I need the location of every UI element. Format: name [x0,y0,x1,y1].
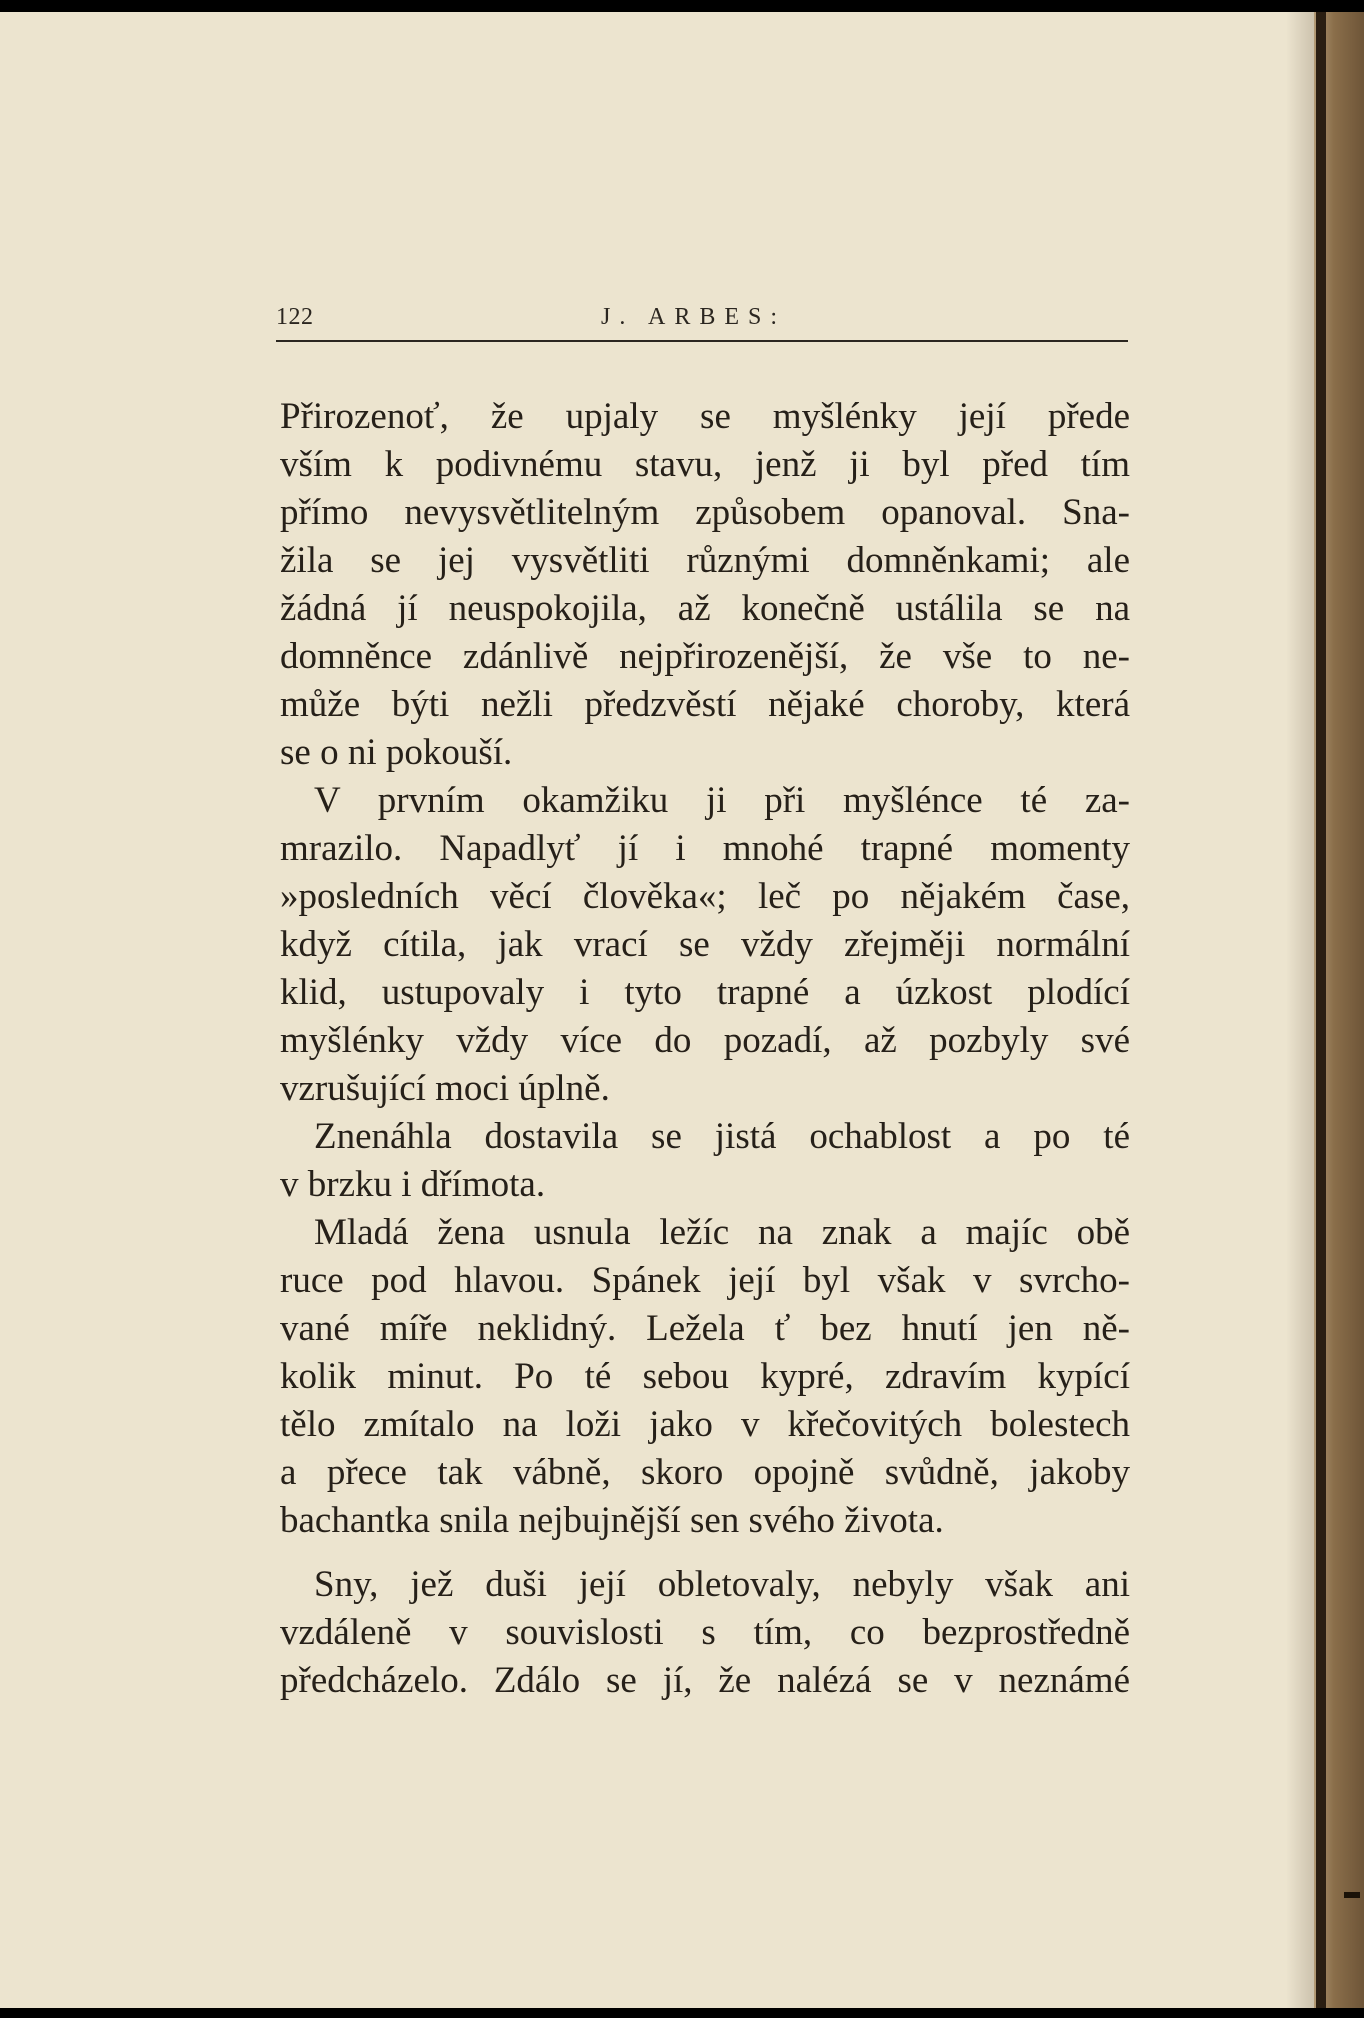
text-line: vané míře neklidný. Ležela ť bez hnutí jen ně- [280,1308,1130,1349]
text-line: v brzku i dřímota. [280,1164,546,1205]
page-edge-shadow [1316,12,1326,2008]
text-line: když cítila, jak vrací se vždy zřejměji normální [280,924,1130,965]
text-line: Přirozenoť, že upjaly se myšlénky její přede [280,396,1130,437]
text-line: předcházelo. Zdálo se jí, že nalézá se v neznámé [280,1660,1130,1701]
running-head [276,300,1128,342]
text-line: myšlénky vždy více do pozadí, až pozbyly své [280,1020,1130,1061]
text-line: Mladá žena usnula ležíc na znak a majíc obě [314,1212,1130,1253]
text-line: tělo zmítalo na loži jako v křečovitých bolestech [280,1404,1130,1445]
paragraph-3 [280,1113,1130,1209]
text-line: V prvním okamžiku ji při myšlénce té za- [314,780,1130,821]
paragraph-5 [280,1561,1130,1705]
text-line: a přece tak vábně, skoro opojně svůdně, jakoby [280,1452,1130,1493]
text-line: Znenáhla dostavila se jistá ochablost a po té [314,1116,1130,1157]
body-text [280,393,1130,1705]
text-line: bachantka snila nejbujnější sen svého života. [280,1500,944,1541]
book-spine-edge [1314,12,1364,2008]
running-title: J. ARBES: [601,304,787,330]
text-line: mrazilo. Napadlyť jí i mnohé trapné momenty [280,828,1130,869]
paragraph-4 [280,1209,1130,1545]
text-line: vzrušující moci úplně. [280,1068,610,1109]
text-line: žádná jí neuspokojila, až konečně ustálila se na [280,588,1130,629]
edge-mark [1344,1892,1360,1898]
text-line: klid, ustupovaly i tyto trapné a úzkost plodící [280,972,1130,1013]
text-line: může býti nežli předzvěstí nějaké choroby, která [280,684,1130,725]
paragraph-2 [280,777,1130,1113]
text-line: kolik minut. Po té sebou kypré, zdravím kypící [280,1356,1130,1397]
text-line: se o ni pokouší. [280,732,513,773]
text-line: přímo nevysvětlitelným způsobem opanoval. Sna- [280,492,1130,533]
page-number: 122 [276,304,314,330]
text-line: vším k podivnému stavu, jenž ji byl před tím [280,444,1130,485]
text-line: »posledních věcí člověka«; leč po nějakém čase, [280,876,1130,917]
text-line: Sny, jež duši její obletovaly, nebyly však ani [314,1564,1130,1605]
text-line: ruce pod hlavou. Spánek její byl však v svrcho- [280,1260,1130,1301]
text-line: žila se jej vysvětliti různými domněnkami; ale [280,540,1130,581]
text-line: vzdáleně v souvislosti s tím, co bezprostředně [280,1612,1130,1653]
text-line: domněnce zdánlivě nejpřirozenější, že vše to ne- [280,636,1130,677]
paragraph-1 [280,393,1130,777]
paragraph-gap [280,1545,1130,1561]
